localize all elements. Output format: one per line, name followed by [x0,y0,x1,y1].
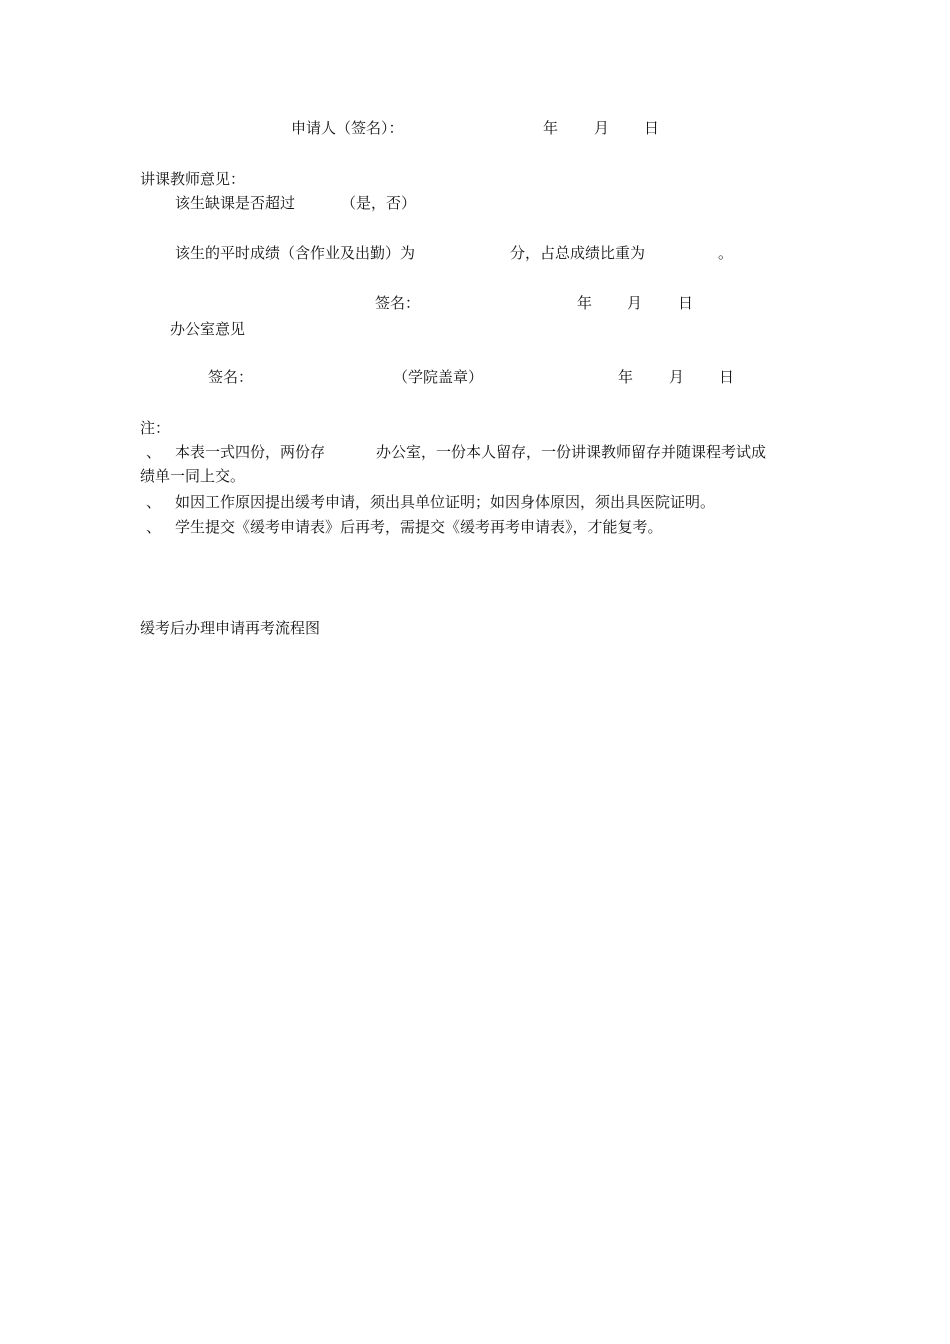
note-2-bullet: 、 [146,493,162,511]
applicant-day: 日 [644,119,660,137]
teacher-sign-label: 签名： [375,294,421,312]
flowchart-title: 缓考后办理申请再考流程图 [140,619,321,637]
absence-options: （是，否） [341,194,417,212]
note-1-bullet: 、 [146,443,162,461]
office-day: 日 [719,368,735,386]
applicant-month: 月 [594,119,610,137]
teacher-year: 年 [577,294,593,312]
note-1-text-c: 绩单一同上交。 [140,467,246,485]
notes-heading: 注： [140,419,171,437]
grade-prefix: 该生的平时成绩（含作业及出勤）为 [175,244,416,262]
note-3-text: 学生提交《缓考申请表》后再考，需提交《缓考再考申请表》，才能复考。 [175,518,663,536]
office-sign-label: 签名： [208,368,254,386]
grade-middle: 分，占总成绩比重为 [510,244,646,262]
applicant-sign-label: 申请人（签名）： [291,119,404,137]
note-1-text-b: 办公室，一份本人留存，一份讲课教师留存并随课程考试成 [376,443,767,461]
college-seal: （学院盖章） [393,368,484,386]
teacher-day: 日 [678,294,694,312]
note-1-text-a: 本表一式四份，两份存 [175,443,326,461]
teacher-month: 月 [627,294,643,312]
note-2-text: 如因工作原因提出缓考申请，须出具单位证明；如因身体原因，须出具医院证明。 [175,493,716,511]
office-month: 月 [669,368,685,386]
absence-question: 该生缺课是否超过 [175,194,296,212]
office-opinion-heading: 办公室意见 [170,320,246,338]
teacher-opinion-heading: 讲课教师意见： [140,170,246,188]
office-year: 年 [618,368,634,386]
note-3-bullet: 、 [146,518,162,536]
applicant-year: 年 [543,119,559,137]
grade-end: 。 [718,244,734,262]
